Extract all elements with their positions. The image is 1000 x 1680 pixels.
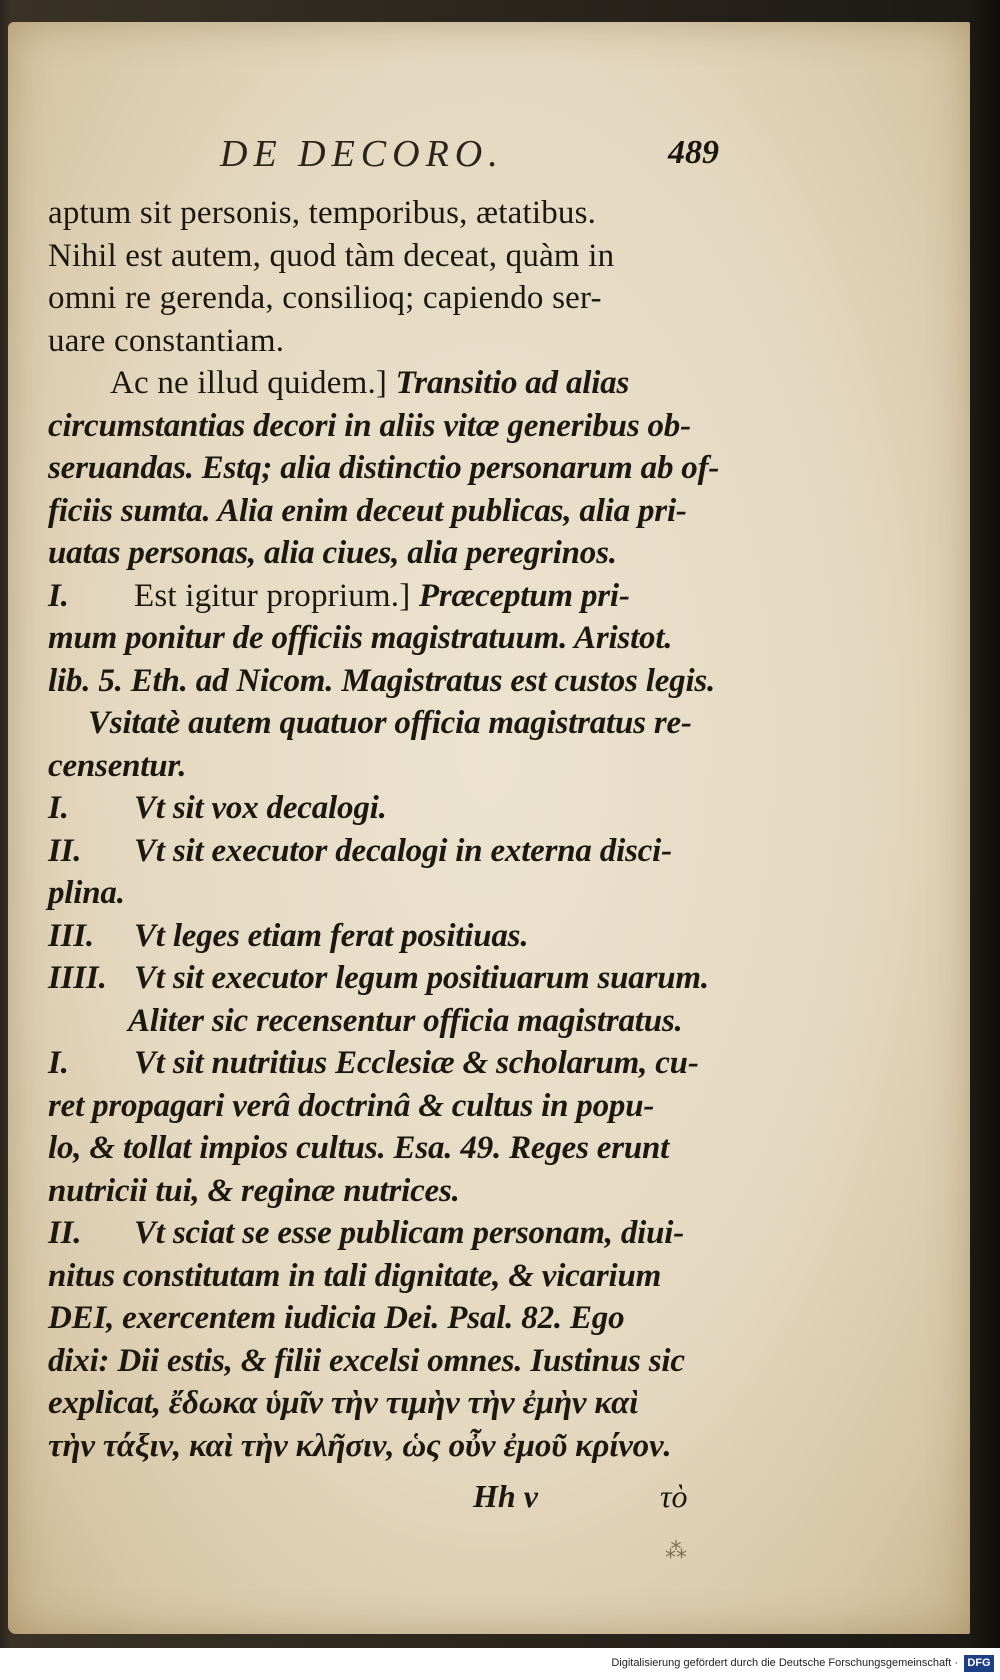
- text-line: [48, 830, 748, 872]
- text-line: [48, 1000, 748, 1042]
- text-line: [48, 320, 748, 362]
- line-number: I.: [48, 790, 69, 826]
- dfg-logo: DFG: [964, 1655, 994, 1672]
- line-text: Vsitatè autem quatuor officia magistratus re-: [88, 705, 692, 741]
- line-text: dixi: Dii estis, & filii excelsi omnes. Iustinus sic: [48, 1342, 685, 1379]
- line-text: Vt sit executor decalogi in externa disci-: [134, 832, 672, 869]
- line-text: circumstantias decori in aliis vitæ generibus ob-: [48, 407, 691, 444]
- text-line: [48, 277, 748, 319]
- page-footer: [48, 1478, 748, 1563]
- text-line: [48, 1127, 748, 1169]
- line-text: uare constantiam.: [48, 322, 285, 359]
- ornament-icon: ⁂: [665, 1538, 687, 1563]
- line-number: II.: [48, 1215, 82, 1251]
- text-line: [48, 235, 748, 277]
- line-text: Nihil est autem, quod tàm deceat, quàm in: [48, 237, 615, 274]
- text-line: [48, 1170, 748, 1212]
- line-text: mum ponitur de officiis magistratuum. Aristot.: [48, 620, 673, 656]
- line-text: DEI, exercentem iudicia Dei. Psal. 82. Ego: [48, 1300, 625, 1336]
- line-text: explicat, ἔδωκα ὑμῖν τὴν τιμὴν τὴν ἐμὴν καὶ: [48, 1385, 639, 1421]
- running-head: [48, 122, 748, 182]
- line-text: ret propagari verâ doctrinâ & cultus in popu-: [48, 1087, 655, 1124]
- line-text: nitus constitutam in tali dignitate, & vicarium: [48, 1257, 662, 1294]
- text-line: [48, 1255, 748, 1297]
- text-line: [48, 532, 748, 574]
- line-text: lib. 5. Eth. ad Nicom. Magistratus est custos legis.: [48, 662, 716, 699]
- line-text: plina.: [48, 875, 125, 911]
- line-number: III.: [48, 917, 94, 954]
- signature-mark: Hh v: [473, 1478, 538, 1514]
- text-line: [48, 957, 748, 999]
- text-line: [48, 1340, 748, 1382]
- line-text: Vt sit executor legum positiuarum suarum.: [134, 960, 709, 996]
- book-page: [8, 22, 970, 1634]
- line-text: aptum sit personis, temporibus, ætatibus.: [48, 195, 597, 231]
- text-line: [48, 915, 748, 957]
- text-line: [48, 362, 748, 404]
- running-title: DE DECORO.: [220, 133, 504, 175]
- text-line: [48, 1425, 748, 1467]
- line-text: censentur.: [48, 747, 187, 784]
- credit-text: Digitalisierung gefördert durch die Deutsche Forschungsgemeinschaft ·: [611, 1657, 958, 1669]
- line-number: I.: [48, 577, 69, 614]
- lemma-text: Est igitur proprium.]: [134, 577, 419, 614]
- line-text: Vt leges etiam ferat positiuas.: [134, 917, 529, 954]
- line-text: omni re gerenda, consilioq; capiendo ser-: [48, 280, 602, 316]
- text-line: [48, 872, 748, 914]
- text-line: [48, 447, 748, 489]
- credit-bar: [0, 1648, 1000, 1680]
- text-line: [48, 575, 748, 617]
- line-text: lo, & tollat impios cultus. Esa. 49. Reges erunt: [48, 1130, 670, 1166]
- line-number: IIII.: [48, 960, 107, 996]
- line-text: Vt sciat se esse publicam personam, diui-: [134, 1215, 685, 1251]
- text-line: [48, 490, 748, 532]
- line-text: nutricii tui, & reginæ nutrices.: [48, 1172, 460, 1209]
- lemma-text: Ac ne illud quidem.]: [110, 365, 396, 401]
- text-line: [48, 617, 748, 659]
- commentary-text: Præceptum pri-: [418, 577, 630, 614]
- text-line: [48, 1297, 748, 1339]
- text-line: [48, 787, 748, 829]
- text-line: [48, 1042, 748, 1084]
- text-line: [48, 660, 748, 702]
- text-line: [48, 745, 748, 787]
- line-text: Vt sit vox decalogi.: [134, 790, 387, 826]
- text-line: [48, 192, 748, 234]
- page-text-block: [48, 22, 748, 1634]
- text-line: [48, 1085, 748, 1127]
- line-text: Vt sit nutritius Ecclesiæ & scholarum, cu-: [134, 1045, 699, 1081]
- folio-number: 489: [668, 134, 719, 171]
- text-line: [48, 405, 748, 447]
- line-number: I.: [48, 1045, 69, 1081]
- line-number: II.: [48, 832, 82, 869]
- line-text: τὴν τάξιν, καὶ τὴν κλῆσιν, ὡς οὖν ἐμοῦ κρίνον.: [48, 1427, 672, 1464]
- text-line: [48, 702, 748, 744]
- line-text: ficiis sumta. Alia enim deceut publicas, alia pri-: [48, 492, 687, 529]
- commentary-text: Transitio ad alias: [395, 365, 630, 401]
- line-text: seruandas. Estq; alia distinctio personarum ab of-: [48, 450, 720, 486]
- line-text: uatas personas, alia ciues, alia peregrinos.: [48, 535, 617, 571]
- line-text: Aliter sic recensentur officia magistratus.: [128, 1002, 683, 1039]
- catchword: τὸ: [660, 1478, 688, 1514]
- text-line: [48, 1382, 748, 1424]
- text-line: [48, 1212, 748, 1254]
